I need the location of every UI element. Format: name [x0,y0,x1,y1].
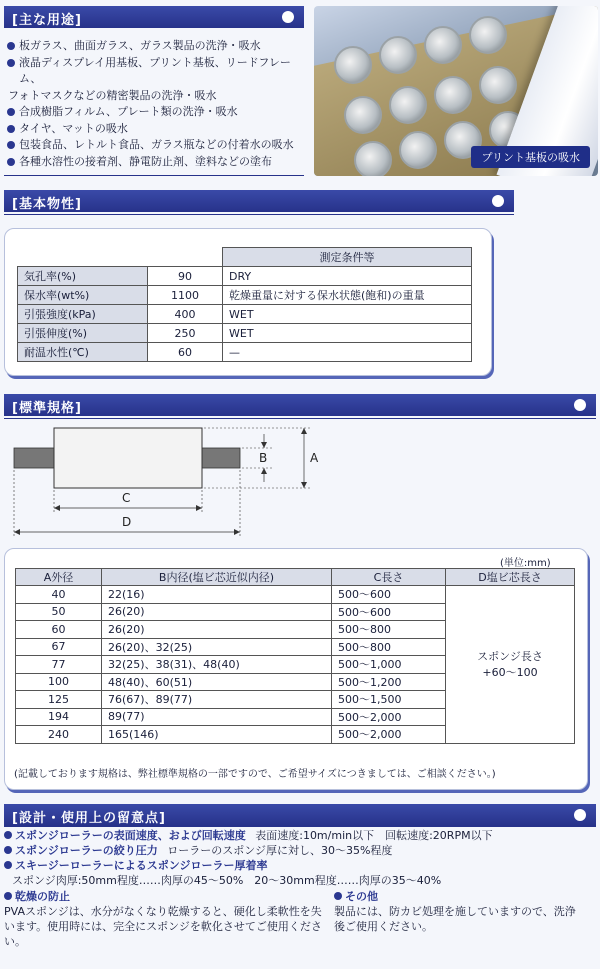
dim-c-label: C [122,491,131,505]
cell-a: 77 [16,656,102,674]
circuit-board-photo [314,6,598,176]
dim-a-label: A [310,451,319,465]
cell-b: 26(20) [102,603,332,621]
table-row [16,586,575,604]
property-name: 引張伸度(%) [18,324,148,343]
caution-divider [4,826,596,827]
uses-item-continued: フォトマスクなどの精密製品の洗浄・吸水 [8,88,217,102]
uses-item: 各種水溶性の接着剤、静電防止剤、塗料などの塗布 [6,154,306,171]
pipe-core-right [202,448,240,468]
d-value-line1: スポンジ長さ [477,650,543,664]
cell-c: 500～1,000 [332,656,446,674]
property-name: 保水率(wt%) [18,286,148,305]
cell-a: 100 [16,673,102,691]
roller-dimension-diagram [10,420,340,550]
property-value: 400 [148,305,223,324]
cell-d [446,586,575,744]
table-row [18,305,472,324]
unit-label: (単位:mm) [500,558,551,569]
standard-divider [4,418,596,419]
caution-item-head: スキージーローラーによるスポンジローラー厚着率 [15,859,268,872]
properties-title: [基本物性] [12,197,82,212]
properties-divider [4,214,514,215]
header-b: B内径(塩ビ芯近似内径) [102,569,332,586]
cell-a: 50 [16,603,102,621]
table-row [18,286,472,305]
cell-c: 500～800 [332,621,446,639]
bullet-icon [4,892,12,900]
property-name: 耐温水性(℃) [18,343,148,362]
table-row [18,343,472,362]
bullet-icon [4,861,12,869]
d-value-line2: +60～100 [482,666,538,680]
property-value: 1100 [148,286,223,305]
cell-a: 194 [16,708,102,726]
photo-caption: プリント基板の吸水 [471,146,590,168]
cell-a: 40 [16,586,102,604]
property-condition: WET [223,324,472,343]
uses-section-header [4,6,304,28]
caution-title: [設計・使用上の留意点] [12,811,166,826]
bullet-icon [4,831,12,839]
property-value: 250 [148,324,223,343]
cell-b: 76(67)、89(77) [102,691,332,709]
caution-item-head: スポンジローラーの表面速度、および回転速度 [15,829,246,842]
caution-item [4,828,600,843]
cell-a: 60 [16,621,102,639]
cell-a: 125 [16,691,102,709]
caution-section-header [4,804,596,826]
cell-c: 500～1,200 [332,673,446,691]
property-condition: — [223,343,472,362]
header-c: C長さ [332,569,446,586]
uses-item: 合成樹脂フィルム、プレート類の洗浄・吸水 [6,104,306,121]
caution-item-body: ローラーのスポンジ厚に対し、30～35%程度 [167,844,393,857]
condition-header: 測定条件等 [223,248,472,267]
uses-divider [4,175,304,176]
bullet-circle-icon [492,195,504,207]
cell-b: 32(25)、38(31)、48(40) [102,656,332,674]
property-condition: WET [223,305,472,324]
caution-item-body: スポンジ肉厚:50mm程度……肉厚の45～50% 20～30mm程度……肉厚の35～40% [12,874,442,887]
caution-item [4,889,324,949]
bullet-circle-icon [574,399,586,411]
table-row [18,324,472,343]
cell-c: 500～2,000 [332,726,446,744]
bullet-icon [334,892,342,900]
property-condition: 乾燥重量に対する保水状態(飽和)の重量 [223,286,472,305]
cell-b: 165(146) [102,726,332,744]
uses-item: 板ガラス、曲面ガラス、ガラス製品の洗浄・吸水 [6,38,306,55]
bullet-icon [4,846,12,854]
cell-b: 26(20) [102,621,332,639]
caution-item [4,858,600,873]
caution-item-body: 製品には、防カビ処理を施していますので、洗浄後ご使用ください。 [334,905,576,933]
cell-c: 500～800 [332,638,446,656]
standard-note: (記載しております規格は、弊社標準規格の一部ですので、ご希望サイズにつきましては、ご相談ください。) [14,769,496,780]
cell-b: 22(16) [102,586,332,604]
cell-b: 89(77) [102,708,332,726]
standard-table [15,568,575,744]
dim-d-label: D [122,515,132,529]
standard-title: [標準規格] [12,401,82,416]
caution-item-head: その他 [345,890,378,903]
property-value: 90 [148,267,223,286]
uses-title: [主な用途] [12,13,82,28]
property-name: 引張強度(kPa) [18,305,148,324]
header-a: A外径 [16,569,102,586]
bullet-circle-icon [574,809,586,821]
caution-item-head: 乾燥の防止 [15,890,70,903]
uses-item: 包装食品、レトルト食品、ガラス瓶などの付着水の吸水 [6,137,306,154]
caution-item [324,889,584,949]
cell-b: 26(20)、32(25) [102,638,332,656]
caution-item [4,843,600,858]
property-name: 気孔率(%) [18,267,148,286]
caution-item-head: スポンジローラーの絞り圧力 [15,844,158,857]
bullet-circle-icon [282,11,294,23]
properties-section-header [4,190,514,212]
standard-section-header [4,394,596,416]
sponge-body [54,428,202,488]
cell-a: 240 [16,726,102,744]
uses-list [6,38,306,170]
caution-body [4,828,600,949]
cell-c: 500～600 [332,603,446,621]
header-d: D塩ビ芯長さ [446,569,575,586]
cell-a: 67 [16,638,102,656]
dim-b-label: B [259,451,268,465]
cell-b: 48(40)、60(51) [102,673,332,691]
cell-c: 500～1,500 [332,691,446,709]
cell-c: 500～2,000 [332,708,446,726]
table-row [18,267,472,286]
property-value: 60 [148,343,223,362]
caution-item-body: 表面速度:10m/min以下 回転速度:20RPM以下 [255,829,493,842]
property-condition: DRY [223,267,472,286]
uses-item: タイヤ、マットの吸水 [6,121,306,138]
pipe-core-left [14,448,54,468]
uses-item: 液晶ディスプレイ用基板、プリント基板、リードフレーム、 [6,55,306,88]
cell-c: 500～600 [332,586,446,604]
caution-item-body: PVAスポンジは、水分がなくなり乾燥すると、硬化し柔軟性を失います。使用時には、完全にスポンジを軟化させてご使用ください。 [4,905,322,948]
properties-table [17,247,472,362]
